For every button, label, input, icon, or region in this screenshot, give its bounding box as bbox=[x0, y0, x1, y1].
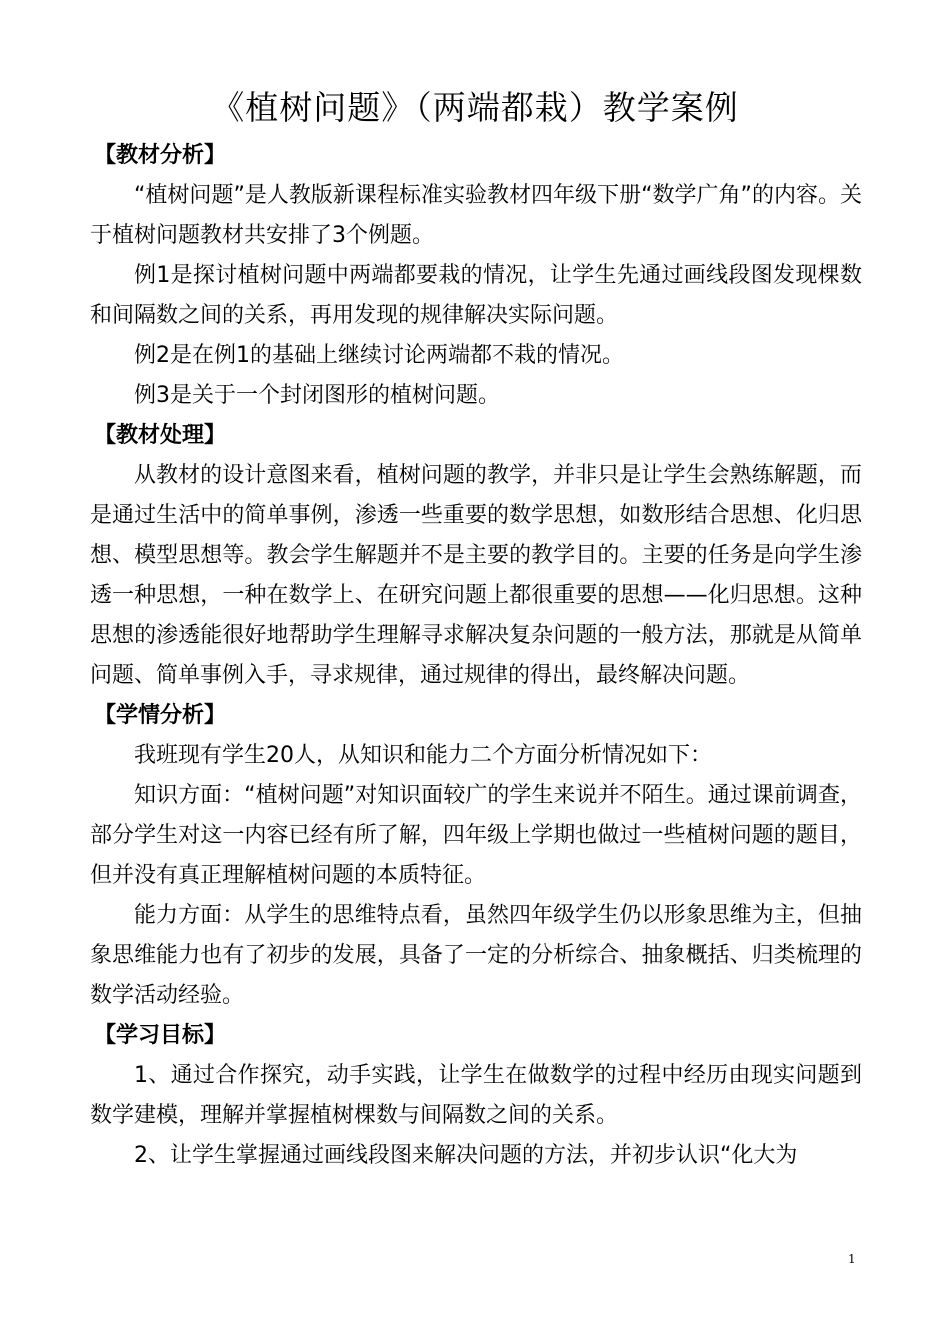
paragraph: 1、通过合作探究，动手实践，让学生在做数学的过程中经历由现实问题到数学建模，理解并掌握植树棵数与间隔数之间的关系。 bbox=[90, 1063, 862, 1128]
section-heading-material-analysis: 【教材分析】 bbox=[94, 143, 227, 168]
section-heading-material-processing: 【教材处理】 bbox=[94, 423, 227, 448]
paragraph: 知识方面：“植树问题”对知识面较广的学生来说并不陌生。通过课前调查，部分学生对这一内容已经有所了解，四年级上学期也做过一些植树问题的题目，但并没有真正理解植树问题的本质特征。 bbox=[90, 783, 862, 888]
paragraph: 我班现有学生20人，从知识和能力二个方面分析情况如下： bbox=[134, 743, 712, 768]
paragraph: 能力方面：从学生的思维特点看，虽然四年级学生仍以形象思维为主，但抽象思维能力也有了初步的发展，具备了一定的分析综合、抽象概括、归类梳理的数学活动经验。 bbox=[90, 903, 862, 1008]
paragraph: 例2是在例1的基础上继续讨论两端都不栽的情况。 bbox=[134, 343, 624, 368]
paragraph: 例3是关于一个封闭图形的植树问题。 bbox=[134, 383, 500, 408]
paragraph: 从教材的设计意图来看，植树问题的教学，并非只是让学生会熟练解题，而是通过生活中的简单事例，渗透一些重要的数学思想，如数形结合思想、化归思想、模型思想等。教会学生解题并不是主要的教学目的。主要的任务是向学生渗透一种思想，一种在数学上、在研究问题上都很重要的思想——化归思想。这种思想的渗透能很好地帮助学生理解寻求解决复杂问题的一般方法，那就是从简单问题、简单事例入手，寻求规律，通过规律的得出，最终解决问题。 bbox=[90, 463, 862, 688]
document-title: 《植树问题》（两端都栽）教学案例 bbox=[211, 88, 739, 127]
section-heading-learning-objectives: 【学习目标】 bbox=[94, 1023, 227, 1048]
paragraph: 2、让学生掌握通过画线段图来解决问题的方法，并初步认识“化大为 bbox=[134, 1143, 798, 1168]
paragraph: “植树问题”是人教版新课程标准实验教材四年级下册“数学广角”的内容。关于植树问题教材共安排了3个例题。 bbox=[90, 183, 862, 248]
page-number: 1 bbox=[848, 1252, 856, 1266]
section-heading-student-analysis: 【学情分析】 bbox=[94, 703, 227, 728]
paragraph: 例1是探讨植树问题中两端都要栽的情况，让学生先通过画线段图发现棵数和间隔数之间的关系，再用发现的规律解决实际问题。 bbox=[90, 263, 862, 328]
document-body bbox=[90, 136, 862, 1176]
